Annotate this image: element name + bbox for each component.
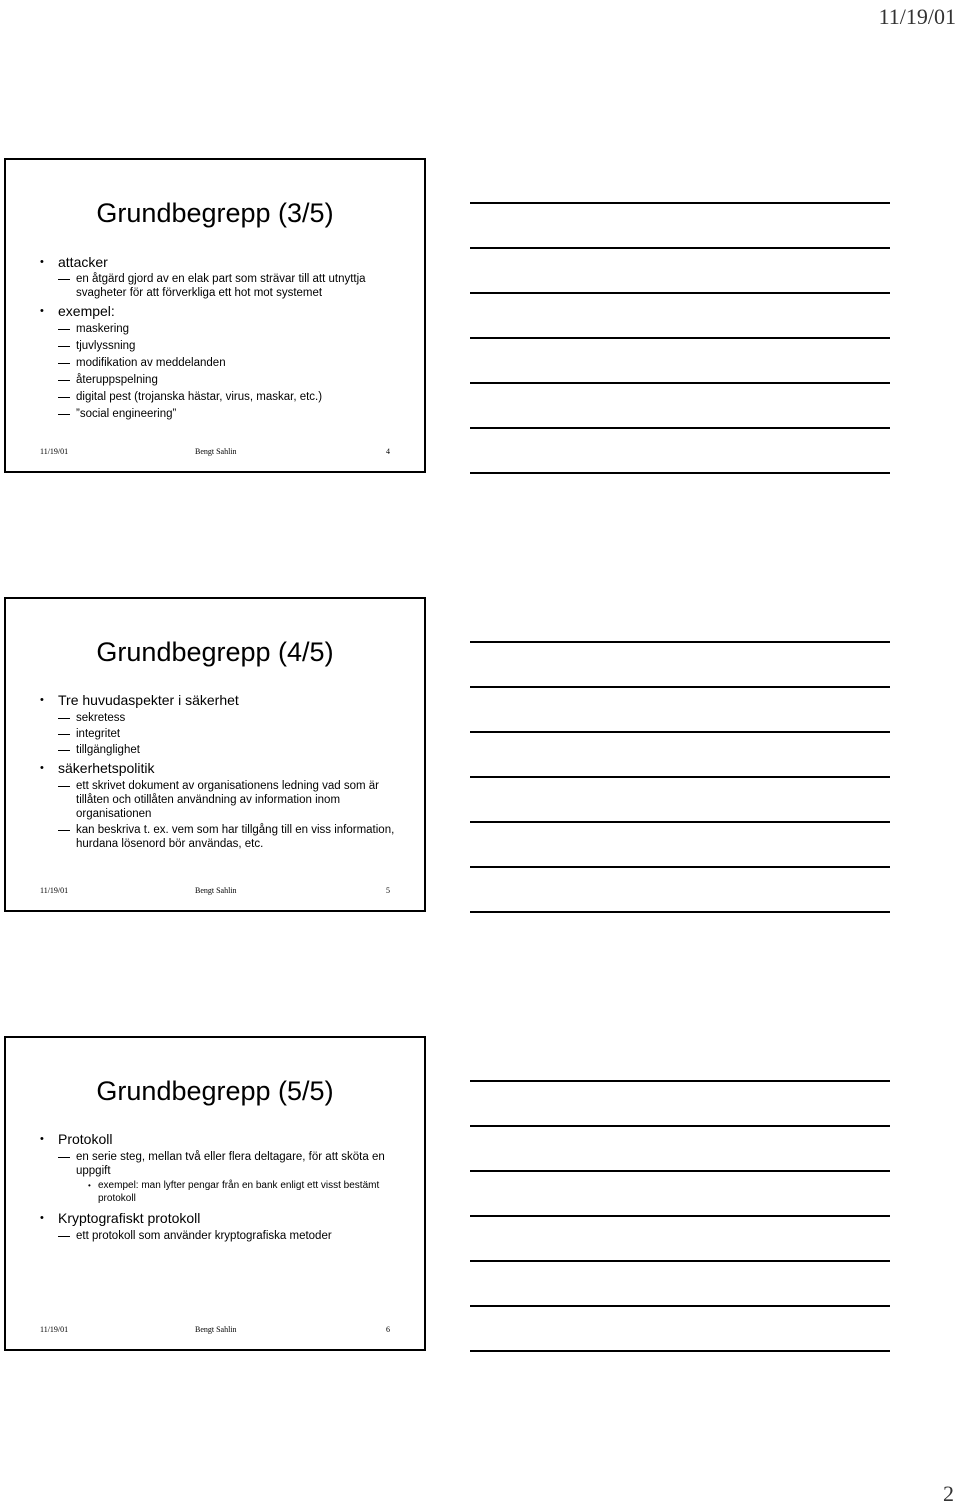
- note-line: [470, 472, 890, 474]
- sub-item: en åtgärd gjord av en elak part som strävar till att utnyttja svagheter för att förverkliga ett hot mot systemet: [40, 272, 398, 300]
- bullet-item: • säkerhetspolitik: [40, 760, 398, 777]
- sub-item: sekretess: [40, 711, 398, 725]
- footer-author: Bengt Sahlin: [195, 886, 237, 895]
- slide-4: [4, 158, 426, 473]
- footer-date: 11/19/01: [40, 886, 69, 895]
- slide-footer: [40, 447, 390, 461]
- bullet-item: • Tre huvudaspekter i säkerhet: [40, 692, 398, 709]
- sub-item: tjuvlyssning: [40, 339, 398, 353]
- footer-author: Bengt Sahlin: [195, 1325, 237, 1334]
- slide-footer: [40, 886, 390, 900]
- note-line: [470, 686, 890, 688]
- page-date: 11/19/01: [878, 4, 956, 29]
- note-line: [470, 202, 890, 204]
- sub-item: integritet: [40, 727, 398, 741]
- slide-body: [40, 254, 398, 421]
- slide-title: Grundbegrepp (4/5): [96, 637, 334, 667]
- footer-date: 11/19/01: [40, 447, 69, 456]
- slide-title: Grundbegrepp (3/5): [96, 198, 334, 228]
- note-line: [470, 641, 890, 643]
- slide-title: Grundbegrepp (5/5): [96, 1076, 334, 1106]
- footer-author: Bengt Sahlin: [195, 447, 237, 456]
- sub-sub-item: • exempel: man lyfter pengar från en bank enligt ett visst bestämt protokoll: [40, 1180, 398, 1205]
- footer-slide-number: 5: [386, 886, 390, 895]
- sub-item: återuppspelning: [40, 373, 398, 387]
- sub-item: modifikation av meddelanden: [40, 356, 398, 370]
- note-line: [470, 1305, 890, 1307]
- slide-6: [4, 1036, 426, 1351]
- slide-body: [40, 1131, 398, 1243]
- sub-item: ”social engineering”: [40, 407, 398, 421]
- note-line: [470, 866, 890, 868]
- note-line: [470, 1260, 890, 1262]
- note-line: [470, 731, 890, 733]
- slide-5: [4, 597, 426, 912]
- footer-slide-number: 4: [386, 447, 390, 456]
- note-line: [470, 292, 890, 294]
- page-number: 2: [943, 1481, 954, 1506]
- note-line: [470, 382, 890, 384]
- sub-item: ett skrivet dokument av organisationens ledning vad som är tillåten och otillåten användning av information inom organisationen: [40, 779, 398, 821]
- footer-slide-number: 6: [386, 1325, 390, 1334]
- note-line: [470, 776, 890, 778]
- note-line: [470, 821, 890, 823]
- slide-footer: [40, 1325, 390, 1339]
- bullet-item: • Protokoll: [40, 1131, 398, 1148]
- sub-item: maskering: [40, 322, 398, 336]
- sub-item: ett protokoll som använder kryptografiska metoder: [40, 1229, 398, 1243]
- sub-item: en serie steg, mellan två eller flera deltagare, för att sköta en uppgift: [40, 1150, 398, 1178]
- note-line: [470, 247, 890, 249]
- note-line: [470, 1350, 890, 1352]
- sub-item: digital pest (trojanska hästar, virus, maskar, etc.): [40, 390, 398, 404]
- bullet-item: • exempel:: [40, 303, 398, 320]
- bullet-item: • Kryptografiskt protokoll: [40, 1210, 398, 1227]
- note-line: [470, 1170, 890, 1172]
- sub-item: kan beskriva t. ex. vem som har tillgång till en viss information, hurdana lösenord bör användas, etc.: [40, 823, 398, 851]
- note-line: [470, 337, 890, 339]
- sub-item: tillgänglighet: [40, 743, 398, 757]
- note-line: [470, 911, 890, 913]
- note-line: [470, 1125, 890, 1127]
- note-line: [470, 1215, 890, 1217]
- bullet-item: • attacker: [40, 254, 398, 271]
- note-line: [470, 427, 890, 429]
- slide-body: [40, 692, 398, 851]
- note-line: [470, 1080, 890, 1082]
- footer-date: 11/19/01: [40, 1325, 69, 1334]
